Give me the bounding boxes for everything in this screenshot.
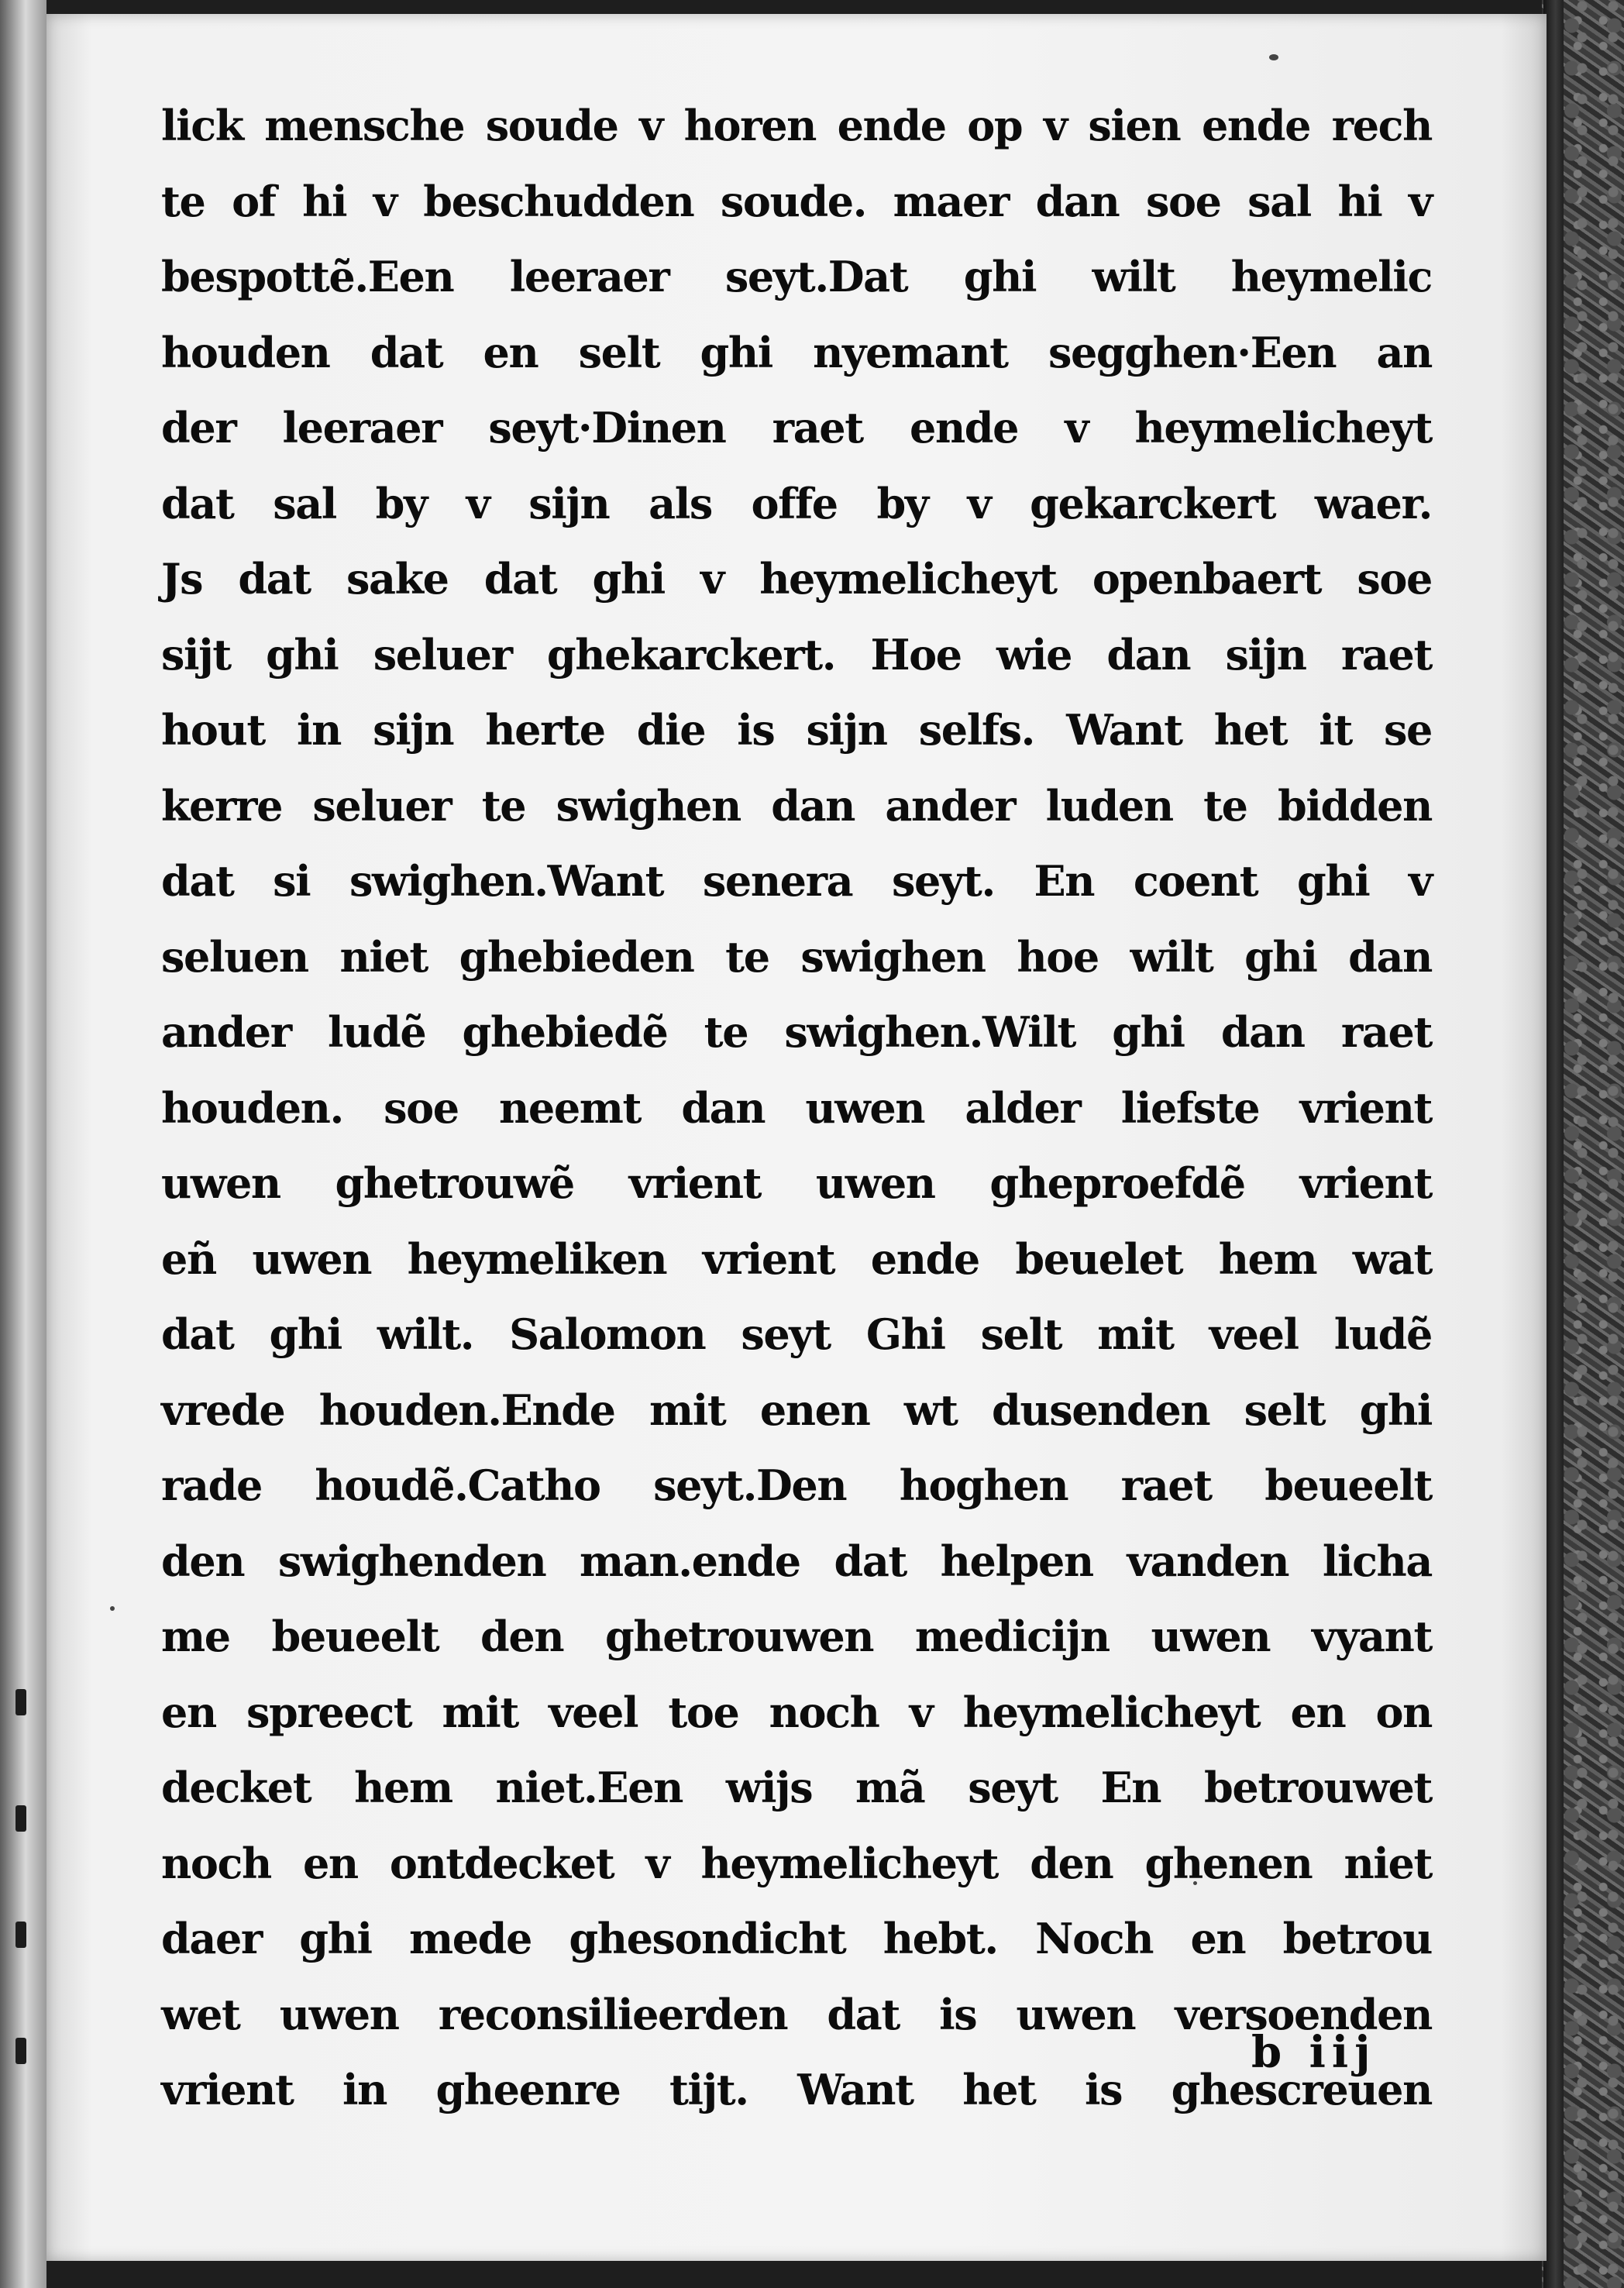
- text-line: eñ uwen heymeliken vrient ende beuelet hem wat: [161, 1233, 1432, 1284]
- ink-speck: [1269, 54, 1278, 60]
- text-line: dat si swighen.Want senera seyt. En coent ghi v: [161, 856, 1432, 906]
- book-page: [46, 14, 1547, 2261]
- text-line: houden dat en selt ghi nyemant segghen·Een an: [161, 327, 1432, 377]
- edge-mark: [15, 1922, 26, 1948]
- text-line: dat ghi wilt. Salomon seyt Ghi selt mit veel ludẽ: [161, 1309, 1432, 1359]
- ink-speck: [110, 1606, 115, 1611]
- edge-mark: [15, 1689, 26, 1715]
- text-line: den swighenden man.ende dat helpen vanden licha: [161, 1536, 1432, 1586]
- text-line: uwen ghetrouwẽ vrient uwen gheproefdẽ vrient: [161, 1158, 1432, 1208]
- text-line: vrient in gheenre tijt. Want het is ghescreuen: [161, 2065, 1432, 2114]
- text-line: noch en ontdecket v heymelicheyt den ghenen niet: [161, 1838, 1432, 1888]
- text-line: lick mensche soude v horen ende op v sien ende rech: [161, 101, 1432, 150]
- text-line: te of hi v beschudden soude. maer dan soe sal hi v: [161, 176, 1432, 226]
- text-line: rade houdẽ.Catho seyt.Den hoghen raet beueelt: [161, 1461, 1432, 1510]
- text-line: me beueelt den ghetrouwen medicijn uwen vyant: [161, 1612, 1432, 1661]
- text-line: Js dat sake dat ghi v heymelicheyt openbaert soe: [161, 554, 1432, 604]
- text-line: hout in sijn herte die is sijn selfs. Want het it se: [161, 705, 1432, 755]
- facing-page-edge: [0, 0, 46, 2288]
- text-line: dat sal by v sijn als offe by v gekarckert waer.: [161, 478, 1432, 528]
- blackletter-text-block: [161, 88, 1432, 2128]
- text-line: vrede houden.Ende mit enen wt dusenden selt ghi: [161, 1385, 1432, 1435]
- text-line: der leeraer seyt·Dinen raet ende v heymelicheyt: [161, 403, 1432, 452]
- text-line: houden. soe neemt dan uwen alder liefste vrient: [161, 1082, 1432, 1133]
- text-line: sijt ghi seluer ghekarckert. Hoe wie dan sijn raet: [161, 629, 1432, 680]
- text-line: kerre seluer te swighen dan ander luden te bidden: [161, 780, 1432, 831]
- text-line: decket hem niet.Een wijs mã seyt En betrouwet: [161, 1763, 1432, 1812]
- edge-mark: [15, 2038, 26, 2064]
- text-line: wet uwen reconsilieerden dat is uwen versoenden: [161, 1989, 1432, 2039]
- edge-mark: [15, 1805, 26, 1832]
- text-line: seluen niet ghebieden te swighen hoe wilt ghi dan: [161, 931, 1432, 982]
- text-line: daer ghi mede ghesondicht hebt. Noch en betrou: [161, 1914, 1432, 1963]
- text-line: bespottẽ.Een leeraer seyt.Dat ghi wilt heymelic: [161, 252, 1432, 301]
- text-line: ander ludẽ ghebiedẽ te swighen.Wilt ghi dan raet: [161, 1007, 1432, 1057]
- signature-mark: b iij: [1251, 2027, 1377, 2078]
- text-line: en spreect mit veel toe noch v heymelicheyt en on: [161, 1687, 1432, 1737]
